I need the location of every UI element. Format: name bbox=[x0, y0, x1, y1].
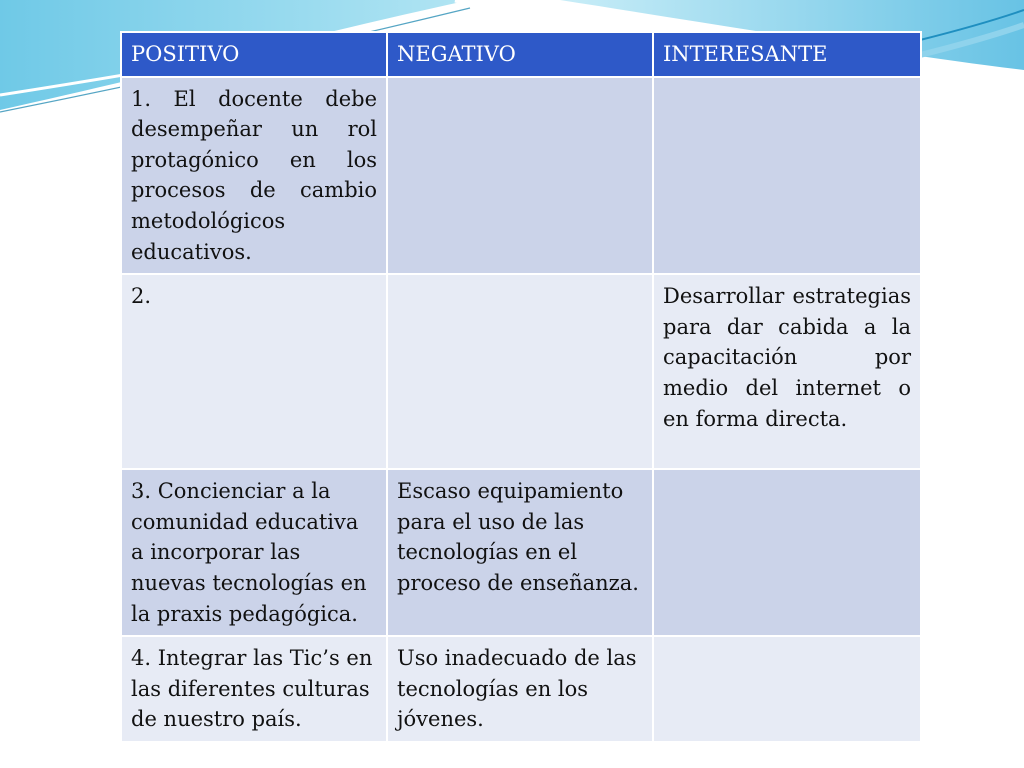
table-row bbox=[121, 77, 921, 275]
cell-interesante bbox=[653, 636, 921, 742]
header-positivo: POSITIVO bbox=[121, 32, 387, 77]
table-row bbox=[121, 469, 921, 636]
table-row bbox=[121, 274, 921, 469]
cell-negativo bbox=[387, 274, 653, 469]
header-negativo: NEGATIVO bbox=[387, 32, 653, 77]
cell-interesante: Desarrollar estrategias para dar cabida a la capacitación por medio del internet o en forma directa. bbox=[653, 274, 921, 469]
header-interesante: INTERESANTE bbox=[653, 32, 921, 77]
cell-negativo bbox=[387, 77, 653, 275]
cell-positivo: 3. Concienciar a la comunidad educativa a incorporar las nuevas tecnologías en la praxis pedagógica. bbox=[121, 469, 387, 636]
cell-negativo: Uso inadecuado de las tecnologías en los jóvenes. bbox=[387, 636, 653, 742]
pni-table bbox=[120, 31, 922, 743]
cell-interesante bbox=[653, 77, 921, 275]
table-row bbox=[121, 636, 921, 742]
cell-positivo: 4. Integrar las Tic’s en las diferentes culturas de nuestro país. bbox=[121, 636, 387, 742]
table-header-row bbox=[121, 32, 921, 77]
cell-interesante bbox=[653, 469, 921, 636]
cell-negativo: Escaso equipamiento para el uso de las tecnologías en el proceso de enseñanza. bbox=[387, 469, 653, 636]
cell-positivo: 2. bbox=[121, 274, 387, 469]
cell-positivo: 1. El docente debe desempeñar un rol protagónico en los procesos de cambio metodológicos educativos. bbox=[121, 77, 387, 275]
